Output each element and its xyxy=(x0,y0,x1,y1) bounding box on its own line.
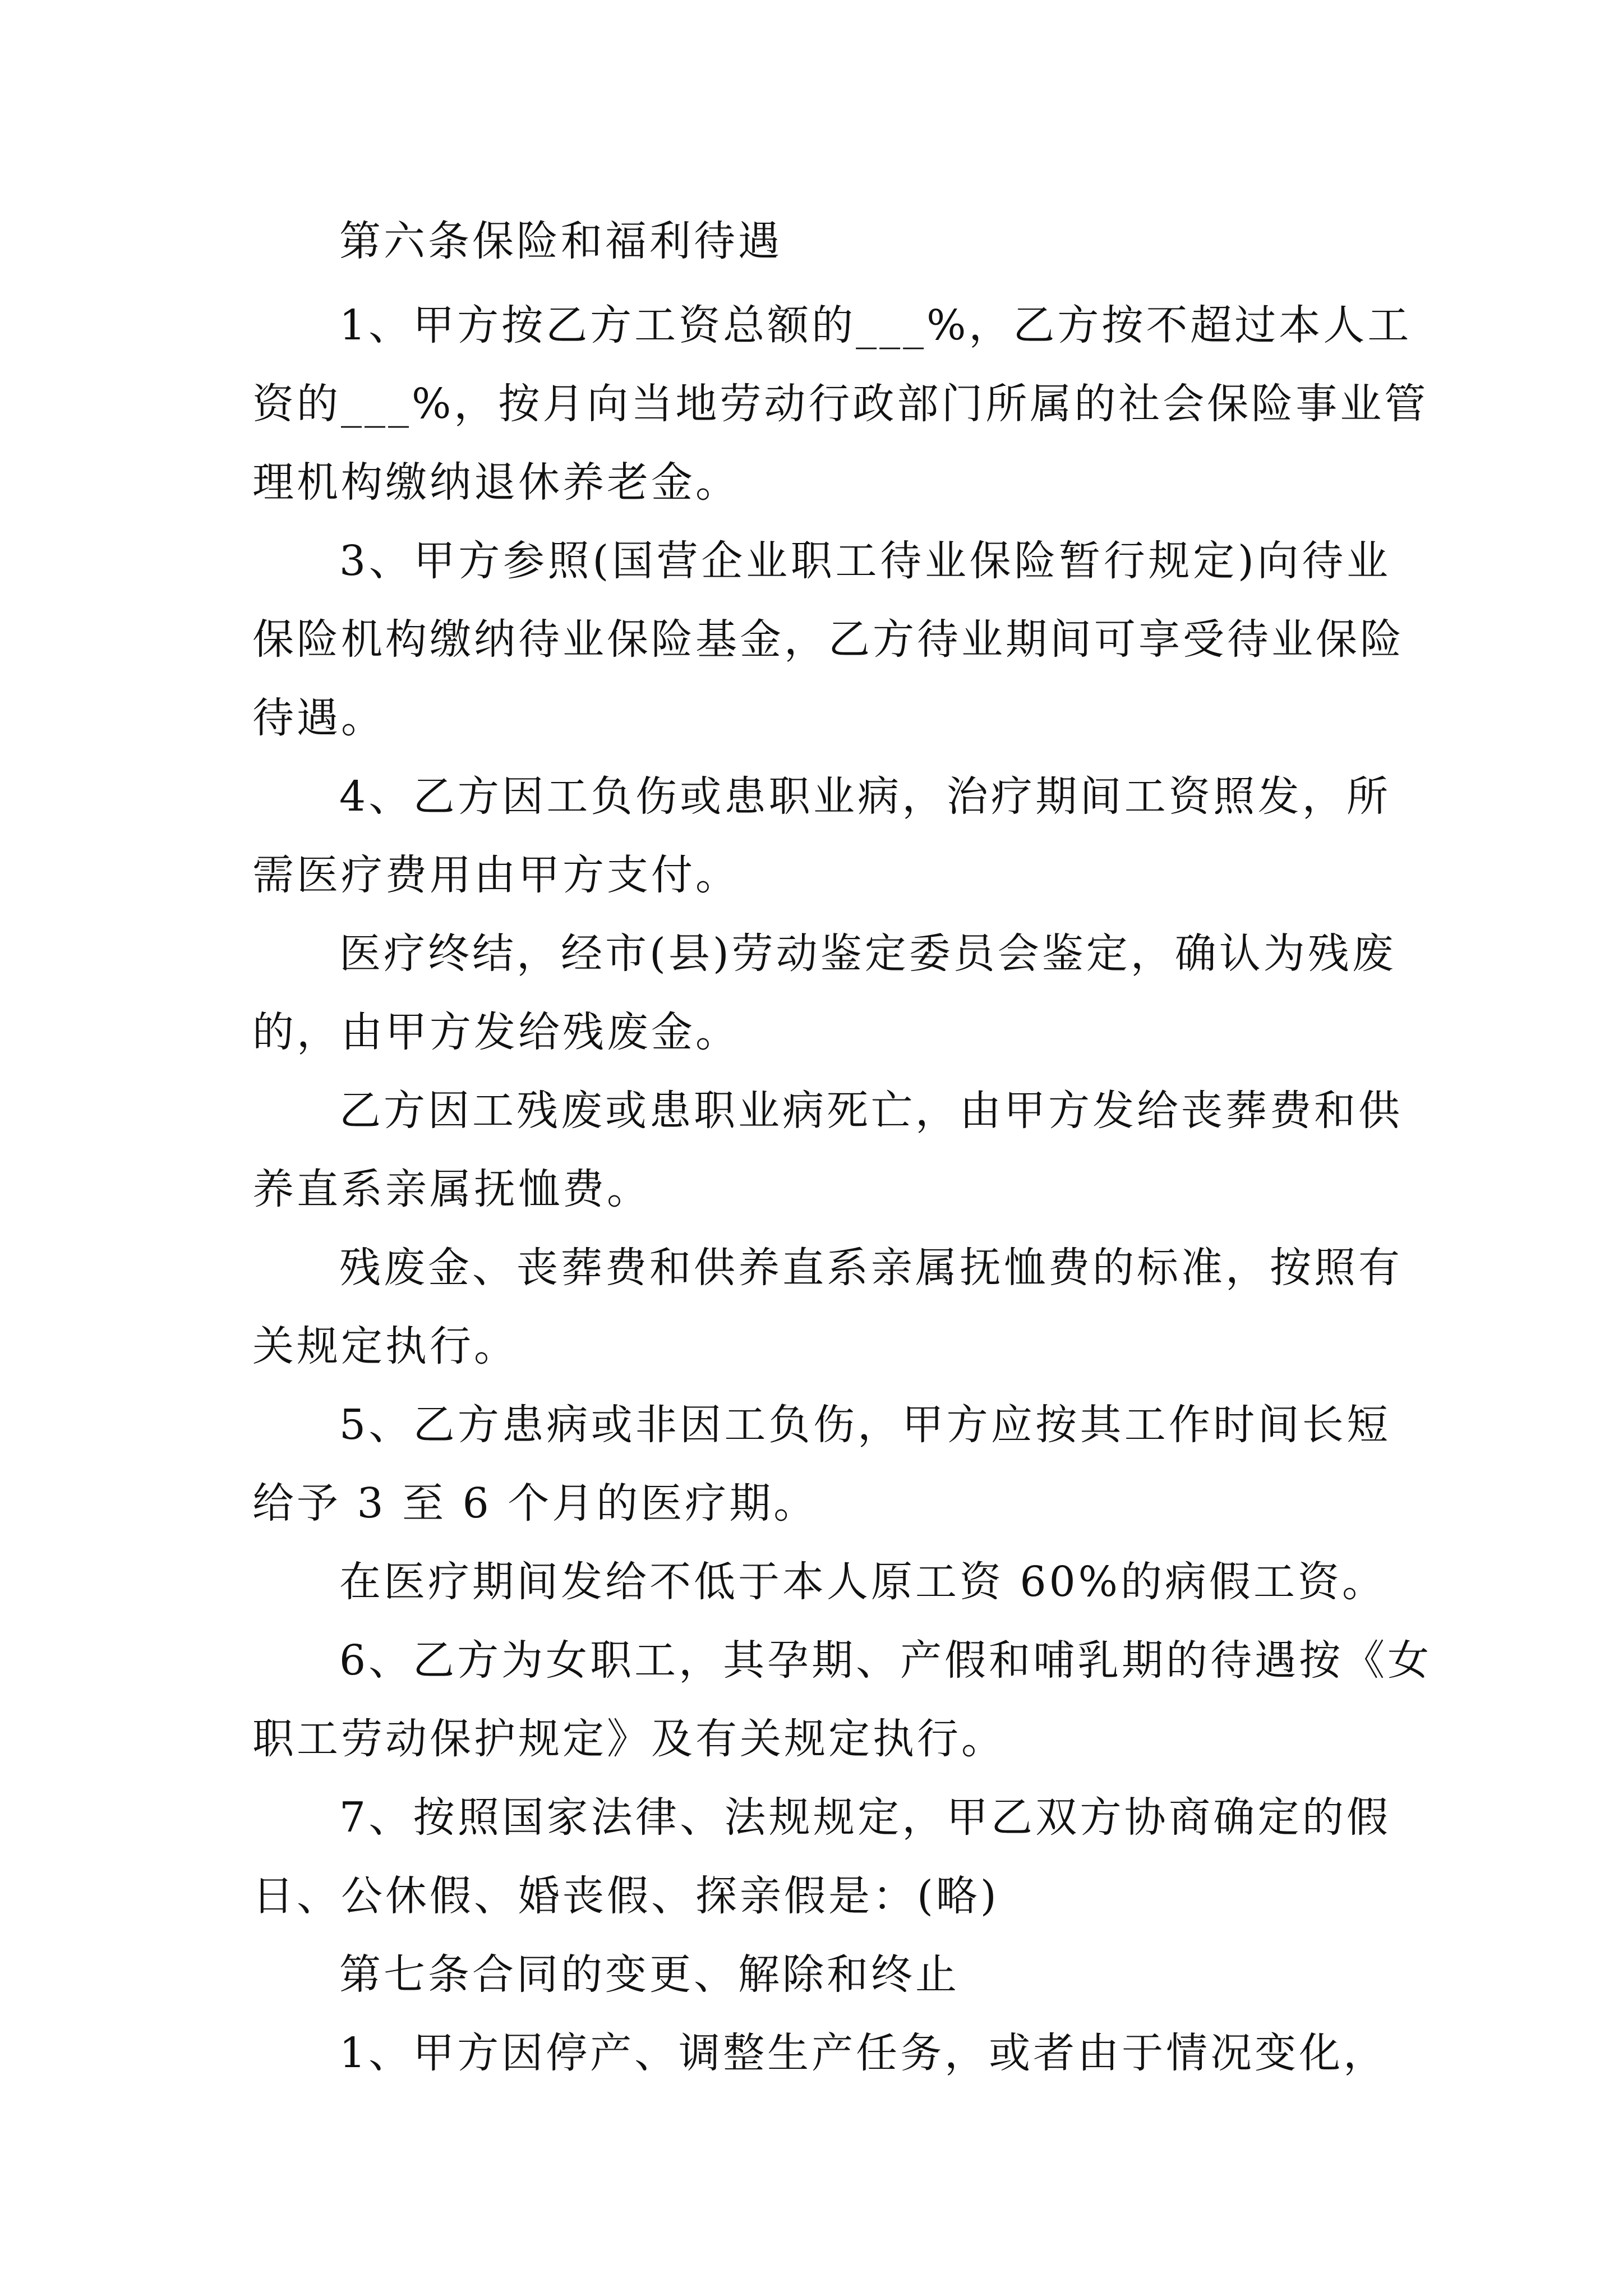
paragraph-line: 理机构缴纳退休养老金。 xyxy=(252,458,740,507)
paragraph-line: 保险机构缴纳待业保险基金，乙方待业期间可享受待业保险 xyxy=(252,615,1404,664)
paragraph-line: 需医疗费用由甲方支付。 xyxy=(252,851,740,899)
paragraph-line: 日、公休假、婚丧假、探亲假是：(略) xyxy=(252,1872,999,1920)
paragraph-line: 3、甲方参照(国营企业职工待业保险暂行规定)向待业 xyxy=(339,537,1391,585)
section-heading-six: 第六条保险和福利待遇 xyxy=(339,217,782,265)
paragraph-line: 给予 3 至 6 个月的医疗期。 xyxy=(252,1479,818,1527)
paragraph-line: 医疗终结，经市(县)劳动鉴定委员会鉴定，确认为残废 xyxy=(339,930,1396,978)
paragraph-line: 残废金、丧葬费和供养直系亲属抚恤费的标准，按照有 xyxy=(339,1244,1403,1292)
paragraph-line: 乙方因工残废或患职业病死亡，由甲方发给丧葬费和供 xyxy=(339,1087,1403,1135)
paragraph-line: 6、乙方为女职工，其孕期、产假和哺乳期的待遇按《女 xyxy=(339,1636,1432,1685)
paragraph-line: 资的___%，按月向当地劳动行政部门所属的社会保险事业管 xyxy=(252,380,1429,428)
paragraph-line: 7、按照国家法律、法规规定，甲乙双方协商确定的假 xyxy=(339,1793,1391,1842)
paragraph-line: 关规定执行。 xyxy=(252,1322,518,1370)
section-heading-seven: 第七条合同的变更、解除和终止 xyxy=(339,1950,960,1999)
paragraph-line: 待遇。 xyxy=(252,694,385,742)
paragraph-line: 4、乙方因工负伤或患职业病，治疗期间工资照发，所 xyxy=(339,772,1391,821)
paragraph-line: 在医疗期间发给不低于本人原工资 60%的病假工资。 xyxy=(339,1558,1386,1606)
paragraph-line: 养直系亲属抚恤费。 xyxy=(252,1165,651,1213)
paragraph-line: 的，由甲方发给残废金。 xyxy=(252,1008,740,1056)
paragraph-line: 5、乙方患病或非因工负伤，甲方应按其工作时间长短 xyxy=(339,1401,1391,1449)
paragraph-line: 1、甲方按乙方工资总额的___%，乙方按不超过本人工 xyxy=(339,301,1412,349)
paragraph-line: 职工劳动保护规定》及有关规定执行。 xyxy=(252,1715,1006,1763)
paragraph-line: 1、甲方因停产、调整生产任务，或者由于情况变化， xyxy=(339,2029,1388,2077)
